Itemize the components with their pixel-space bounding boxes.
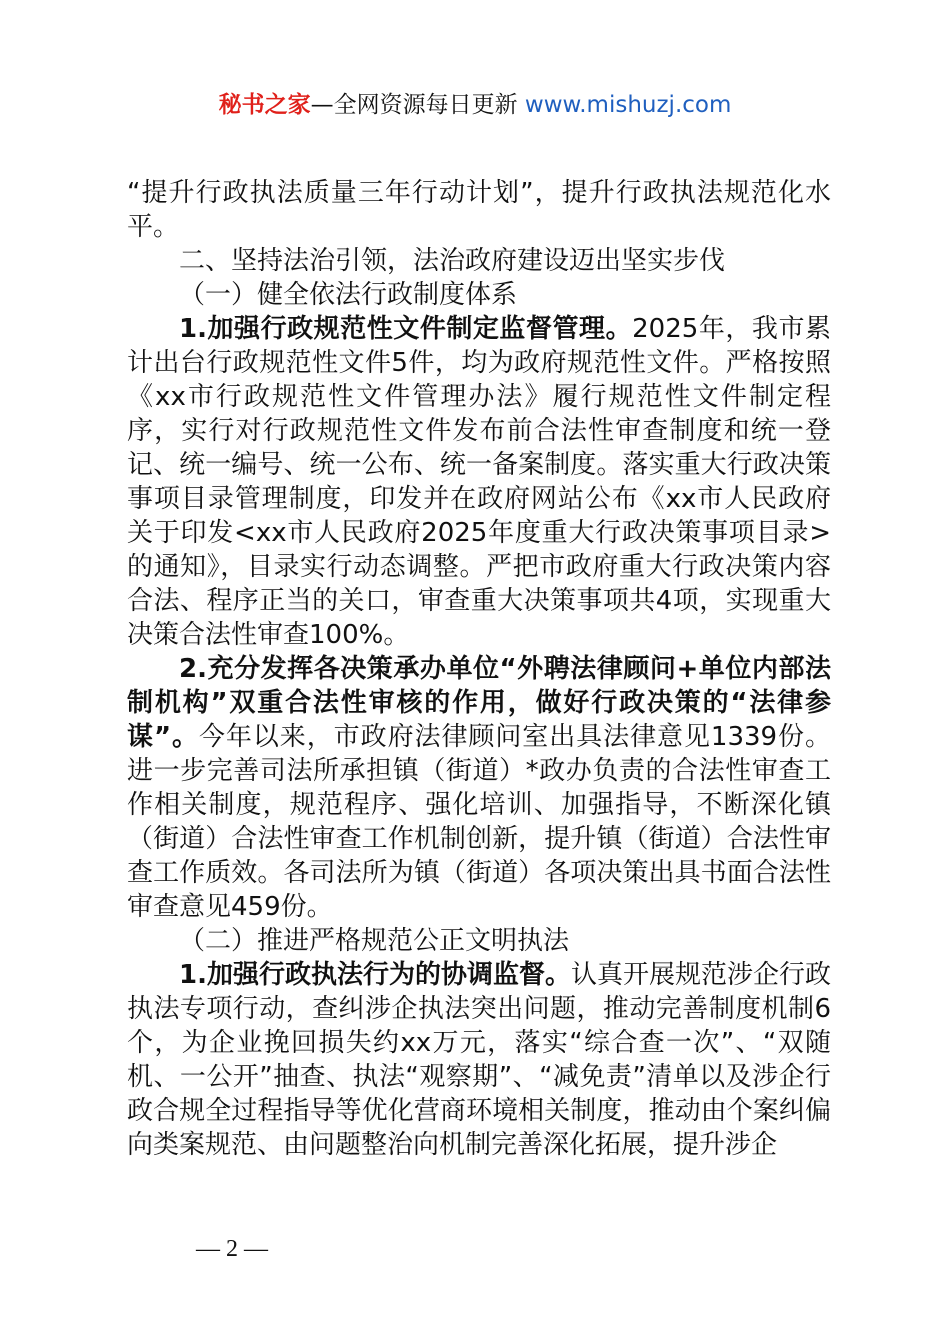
paragraph-item-1 xyxy=(127,312,831,652)
item-3-body: 认真开展规范涉企行政执法专项行动，查纠涉企执法突出问题，推动完善制度机制6个，为企业挽回损失约xx万元，落实“综合查一次”、“双随机、一公开”抽查、执法“观察期”、“减免责”清单以及涉企行政合规全过程指导等优化营商环境相关制度，推动由个案纠偏向类案规范、由问题整治向机制完善深化拓展，提升涉企 xyxy=(127,960,831,1160)
page-number: — 2 — xyxy=(196,1236,268,1262)
item-1-lead: 1.加强行政规范性文件制定监督管理。 xyxy=(179,314,633,344)
subsection-heading-2: （二）推进严格规范公正文明执法 xyxy=(179,926,570,956)
item-2-body: 今年以来，市政府法律顾问室出具法律意见1339份。进一步完善司法所承担镇（街道）*政办负责的合法性审查工作相关制度，规范程序、强化培训、加强指导，不断深化镇（街道）合法性审查工作机制创新，提升镇（街道）合法性审查工作质效。各司法所为镇（街道）各项决策出具书面合法性审查意见459份。 xyxy=(127,722,831,922)
item-3-lead: 1.加强行政执法行为的协调监督。 xyxy=(179,960,571,990)
site-header xyxy=(0,88,950,122)
document-body xyxy=(127,176,831,1162)
subsection-heading-1: （一）健全依法行政制度体系 xyxy=(179,280,518,310)
item-1-body: 2025年，我市累计出台行政规范性文件5件，均为政府规范性文件。严格按照《xx市行政规范性文件管理办法》履行规范性文件制定程序，实行对行政规范性文件发布前合法性审查制度和统一登记、统一编号、统一公布、统一备案制度。落实重大行政决策事项目录管理制度，印发并在政府网站公布《xx市人民政府关于印发<xx市人民政府2025年度重大行政决策事项目录>的通知》，目录实行动态调整。严把市政府重大行政决策内容合法、程序正当的关口，审查重大决策事项共4项，实现重大决策合法性审查100%。 xyxy=(127,314,832,650)
paragraph-continuation: “提升行政执法质量三年行动计划”，提升行政执法规范化水平。 xyxy=(127,178,831,242)
brand-name: 秘书之家 xyxy=(218,92,311,118)
item-2-lead: 2.充分发挥各决策承办单位“外聘法律顾问+单位内部法制机构”双重合法性审核的作用，做好行政决策的“法律参谋”。 xyxy=(127,654,831,752)
paragraph-item-2 xyxy=(127,652,831,924)
header-tagline: —全网资源每日更新 xyxy=(310,92,518,118)
paragraph-item-3 xyxy=(127,958,831,1162)
site-url-link[interactable]: www.mishuzj.com xyxy=(524,92,732,118)
section-heading: 二、坚持法治引领，法治政府建设迈出坚实步伐 xyxy=(179,246,726,276)
